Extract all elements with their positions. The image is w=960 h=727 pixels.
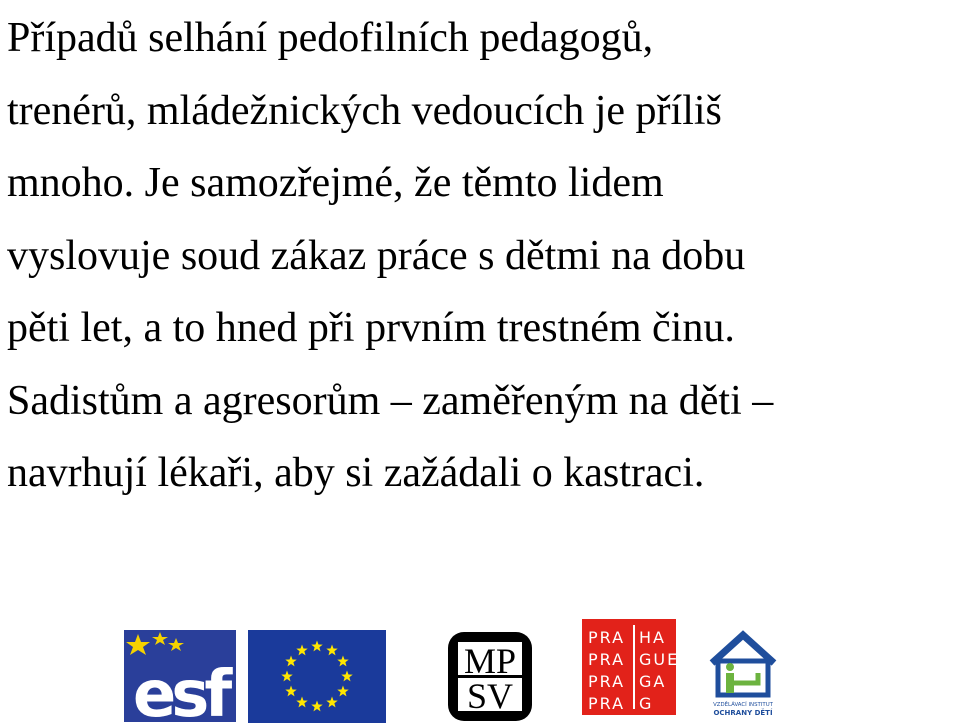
ochrana-deti-logo-icon <box>706 627 780 719</box>
paragraph-line-6: Sadistům a agresorům – zaměřeným na děti – <box>7 377 774 424</box>
logo-strip <box>0 615 960 727</box>
praha-row-1-left: PRA <box>588 628 626 647</box>
mpsv-logo-graphic <box>446 630 534 723</box>
praha-row-4-left: PRA <box>588 694 626 713</box>
praha-logo-icon <box>582 619 676 715</box>
praha-row-2-left: PRA <box>588 650 626 669</box>
mpsv-logo-bottom: SV <box>466 676 514 716</box>
esf-logo-graphic <box>124 630 236 722</box>
paragraph-line-3: mnoho. Je samozřejmé, že těmto lidem <box>7 160 664 206</box>
ochrana-caption-2: OCHRANY DĚTÍ <box>713 709 773 717</box>
paragraph-line-5: pěti let, a to hned při prvním trestném činu. <box>7 305 735 351</box>
praha-row-4-right: G <box>639 694 654 713</box>
praha-row-3-left: PRA <box>588 672 626 691</box>
paragraph-line-2: trenérů, mládežnických vedoucích je příliš <box>7 87 722 134</box>
eu-flag-graphic <box>248 630 386 723</box>
paragraph-line-4: vyslovuje soud zákaz práce s dětmi na dobu <box>7 232 746 279</box>
mpsv-logo-icon <box>446 630 534 723</box>
eu-flag-icon <box>248 630 386 723</box>
paragraph-line-1: Případů selhání pedofilních pedagogů, <box>7 15 654 61</box>
praha-row-3-right: GA <box>639 672 667 691</box>
paragraph-line-7: navrhují lékaři, aby si zažádali o kastraci. <box>7 450 705 496</box>
praha-row-1-right: HA <box>639 628 666 647</box>
praha-row-2-right: GUE <box>639 650 676 669</box>
main-paragraph <box>7 2 957 510</box>
esf-logo-text: esf <box>132 658 228 722</box>
ochrana-deti-logo-graphic <box>706 627 780 719</box>
esf-logo-icon <box>124 630 236 722</box>
praha-logo-graphic <box>582 619 676 715</box>
ochrana-caption-1: VZDĚLÁVACÍ INSTITUT <box>713 702 773 708</box>
mpsv-logo-top: MP <box>463 641 517 681</box>
